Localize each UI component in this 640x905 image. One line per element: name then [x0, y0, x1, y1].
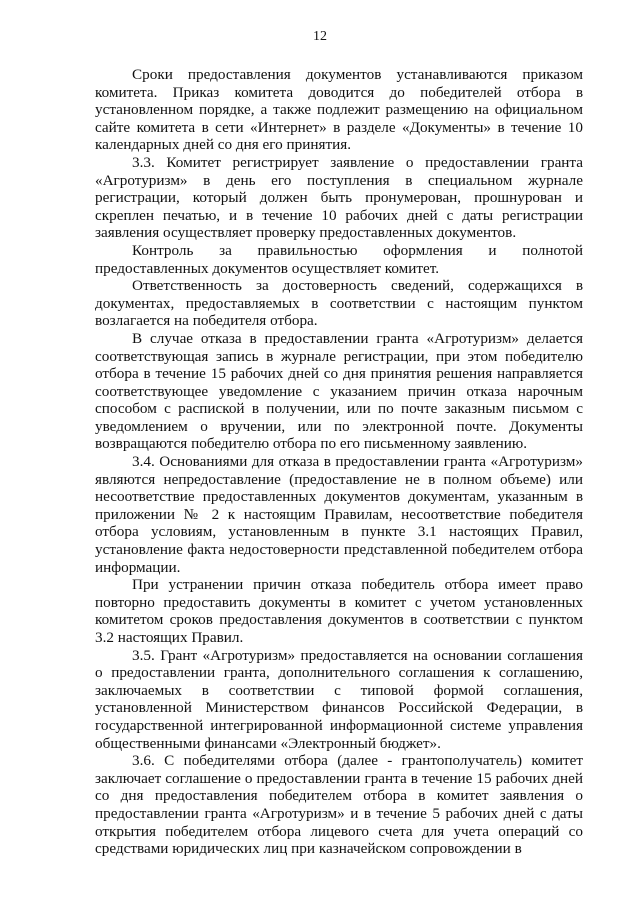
document-body — [95, 66, 583, 858]
page-number: 12 — [313, 29, 327, 44]
paragraph-responsibility: Ответственность за достоверность сведений, содержащихся в документах, предоставляемых в соответствии с настоящим пунктом возлагается на победителя отбора. — [95, 277, 583, 330]
paragraph-3-5-agreement: 3.5. Грант «Агротуризм» предоставляется на основании соглашения о предоставлении гранта, дополнительного соглашения к соглашению, заключаемых в соответствии с типовой формой соглашения, установленной Министерством финансов Российской Федерации, в государственной интегрированной информационной системе управления общественными финансами «Электронный бюджет». — [95, 646, 583, 752]
paragraph-control: Контроль за правильностью оформления и полнотой предоставленных документов осуществляет комитет. — [95, 241, 583, 277]
paragraph-document-deadlines: Сроки предоставления документов устанавливаются приказом комитета. Приказ комитета доводится до победителей отбора в установленном порядке, а также подлежит размещению на официальном сайте комитета в сети «Интернет» в разделе «Документы» в течение 10 календарных дней со дня его принятия. — [95, 66, 583, 154]
paragraph-refusal-case: В случае отказа в предоставлении гранта «Агротуризм» делается соответствующая запись в журнале регистрации, при этом победителю отбора в течение 15 рабочих дней со дня принятия решения направляется соответствующее уведомление с указанием причин отказа нарочным способом с распиской в получении, или по почте заказным письмом с уведомлением о вручении, или по электронной почте. Документы возвращаются победителю отбора по его письменному заявлению. — [95, 329, 583, 453]
paragraph-3-6-grant-recipient: 3.6. С победителями отбора (далее - грантополучатель) комитет заключает соглашение о предоставлении гранта в течение 15 рабочих дней со дня предоставления победителем отбора в комитет заявления о предоставлении гранта «Агротуризм» и в течение 5 рабочих дней с даты открытия победителем отбора лицевого счета для учета операций со средствами юридических лиц при казначейском сопровождении в — [95, 752, 583, 858]
paragraph-3-4-refusal-grounds: 3.4. Основаниями для отказа в предоставлении гранта «Агротуризм» являются непредоставление (предоставление не в полном объеме) или несоответствие предоставленных документов документам, указанным в приложении № 2 к настоящим Правилам, несоответствие победителя отбора условиям, установленным в пункте 3.1 настоящих Правил, установление факта недостоверности представленной победителем отбора информации. — [95, 453, 583, 576]
paragraph-resubmission: При устранении причин отказа победитель отбора имеет право повторно предоставить документы в комитет с учетом установленных комитетом сроков предоставления документов в соответствии с пунктом 3.2 настоящих Правил. — [95, 576, 583, 646]
paragraph-3-3-registration: 3.3. Комитет регистрирует заявление о предоставлении гранта «Агротуризм» в день его поступления в специальном журнале регистрации, который должен быть пронумерован, прошнурован и скреплен печатью, и в течение 10 рабочих дней с даты регистрации заявления осуществляет проверку предоставленных документов. — [95, 153, 583, 242]
